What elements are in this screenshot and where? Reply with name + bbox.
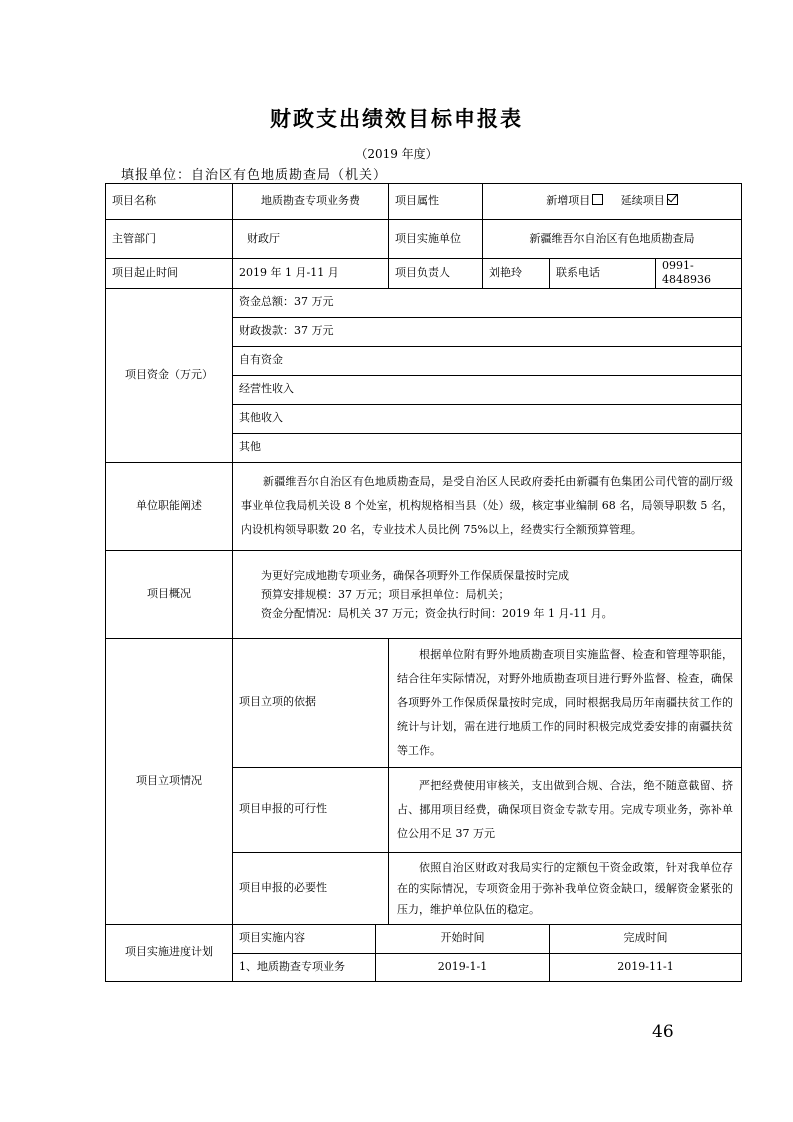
dept-value: 财政厅 (233, 220, 389, 259)
funds-label: 项目资金（万元） (106, 288, 233, 462)
report-year: （2019 年度） (355, 147, 438, 161)
schedule-item-content: 1、地质勘查专项业务 (233, 953, 376, 981)
schedule-col-start: 开始时间 (376, 924, 550, 953)
continue-project-label: 延续项目 (620, 194, 665, 208)
continue-project-checkbox[interactable] (667, 194, 678, 205)
funds-item: 经营性收入 (233, 375, 742, 404)
setup-label: 项目立项情况 (106, 638, 233, 924)
impl-unit-value: 新疆维吾尔自治区有色地质勘查局 (483, 220, 742, 259)
application-form-table (105, 183, 742, 982)
dept-label: 主管部门 (106, 220, 233, 259)
funds-item: 财政拨款：37 万元 (233, 317, 742, 346)
new-project-label: 新增项目 (546, 194, 591, 208)
impl-unit-label: 项目实施单位 (389, 220, 483, 259)
necessity-text: 依照自治区财政对我局实行的定额包干资金政策，针对我单位存在的实际情况，专项资金用于弥补我单位资金缺口，缓解资金紧张的压力，维护单位队伍的稳定。 (389, 852, 742, 924)
page-title: 财政支出绩效目标申报表 (270, 107, 523, 131)
duty-text: 新疆维吾尔自治区有色地质勘查局，是受自治区人民政府委托由新疆有色集团公司代管的副厅级事业单位我局机关设 8 个处室，机构规格相当县（处）级，核定事业编制 68 名，局领导职数 5 名，内设机构领导职数 20 名，专业技术人员比例 75%以上，经费实行全额预算管理。 (233, 462, 742, 550)
overview-line: 资金分配情况：局机关 37 万元；资金执行时间：2019 年 1 月-11 月。 (261, 606, 613, 620)
phone-label: 联系电话 (550, 259, 656, 289)
phone-value: 0991-4848936 (656, 259, 742, 289)
duty-label: 单位职能阐述 (106, 462, 233, 550)
overview-label: 项目概况 (106, 550, 233, 638)
project-attr-label: 项目属性 (389, 184, 483, 220)
basis-text: 根据单位附有野外地质勘查项目实施监督、检查和管理等职能，结合往年实际情况，对野外地质勘查项目进行野外监督、检查，确保各项野外工作保质保量按时完成，同时根据我局历年南疆扶贫工作的统计与计划，需在进行地质工作的同时积极完成党委安排的南疆扶贫等工作。 (389, 638, 742, 767)
overview-line: 预算安排规模：37 万元；项目承担单位：局机关； (261, 587, 510, 601)
leader-label: 项目负责人 (389, 259, 483, 289)
funds-item: 其他 (233, 433, 742, 462)
schedule-item-end: 2019-11-1 (550, 953, 742, 981)
schedule-label: 项目实施进度计划 (106, 924, 233, 981)
schedule-col-content: 项目实施内容 (233, 924, 376, 953)
funds-item: 自有资金 (233, 346, 742, 375)
new-project-checkbox[interactable] (592, 194, 603, 205)
funds-item: 其他收入 (233, 404, 742, 433)
leader-value: 刘艳玲 (483, 259, 550, 289)
basis-label: 项目立项的依据 (233, 638, 389, 767)
funds-item: 资金总额：37 万元 (233, 288, 742, 317)
feasible-text: 严把经费使用审核关，支出做到合规、合法，绝不随意截留、挤占、挪用项目经费，确保项目资金专款专用。完成专项业务，弥补单位公用不足 37 万元 (389, 767, 742, 852)
period-label: 项目起止时间 (106, 259, 233, 289)
reporting-unit: 填报单位：自治区有色地质勘查局（机关） (121, 168, 388, 183)
necessity-label: 项目申报的必要性 (233, 852, 389, 924)
project-name-value: 地质勘查专项业务费 (233, 184, 389, 220)
overview-line: 为更好完成地勘专项业务，确保各项野外工作保质保量按时完成 (261, 568, 569, 582)
schedule-col-end: 完成时间 (550, 924, 742, 953)
feasible-label: 项目申报的可行性 (233, 767, 389, 852)
overview-text (233, 550, 742, 638)
period-value: 2019 年 1 月-11 月 (233, 259, 389, 289)
schedule-item-start: 2019-1-1 (376, 953, 550, 981)
project-name-label: 项目名称 (106, 184, 233, 220)
project-attr-options (483, 184, 742, 220)
page-number: 46 (652, 1022, 674, 1042)
